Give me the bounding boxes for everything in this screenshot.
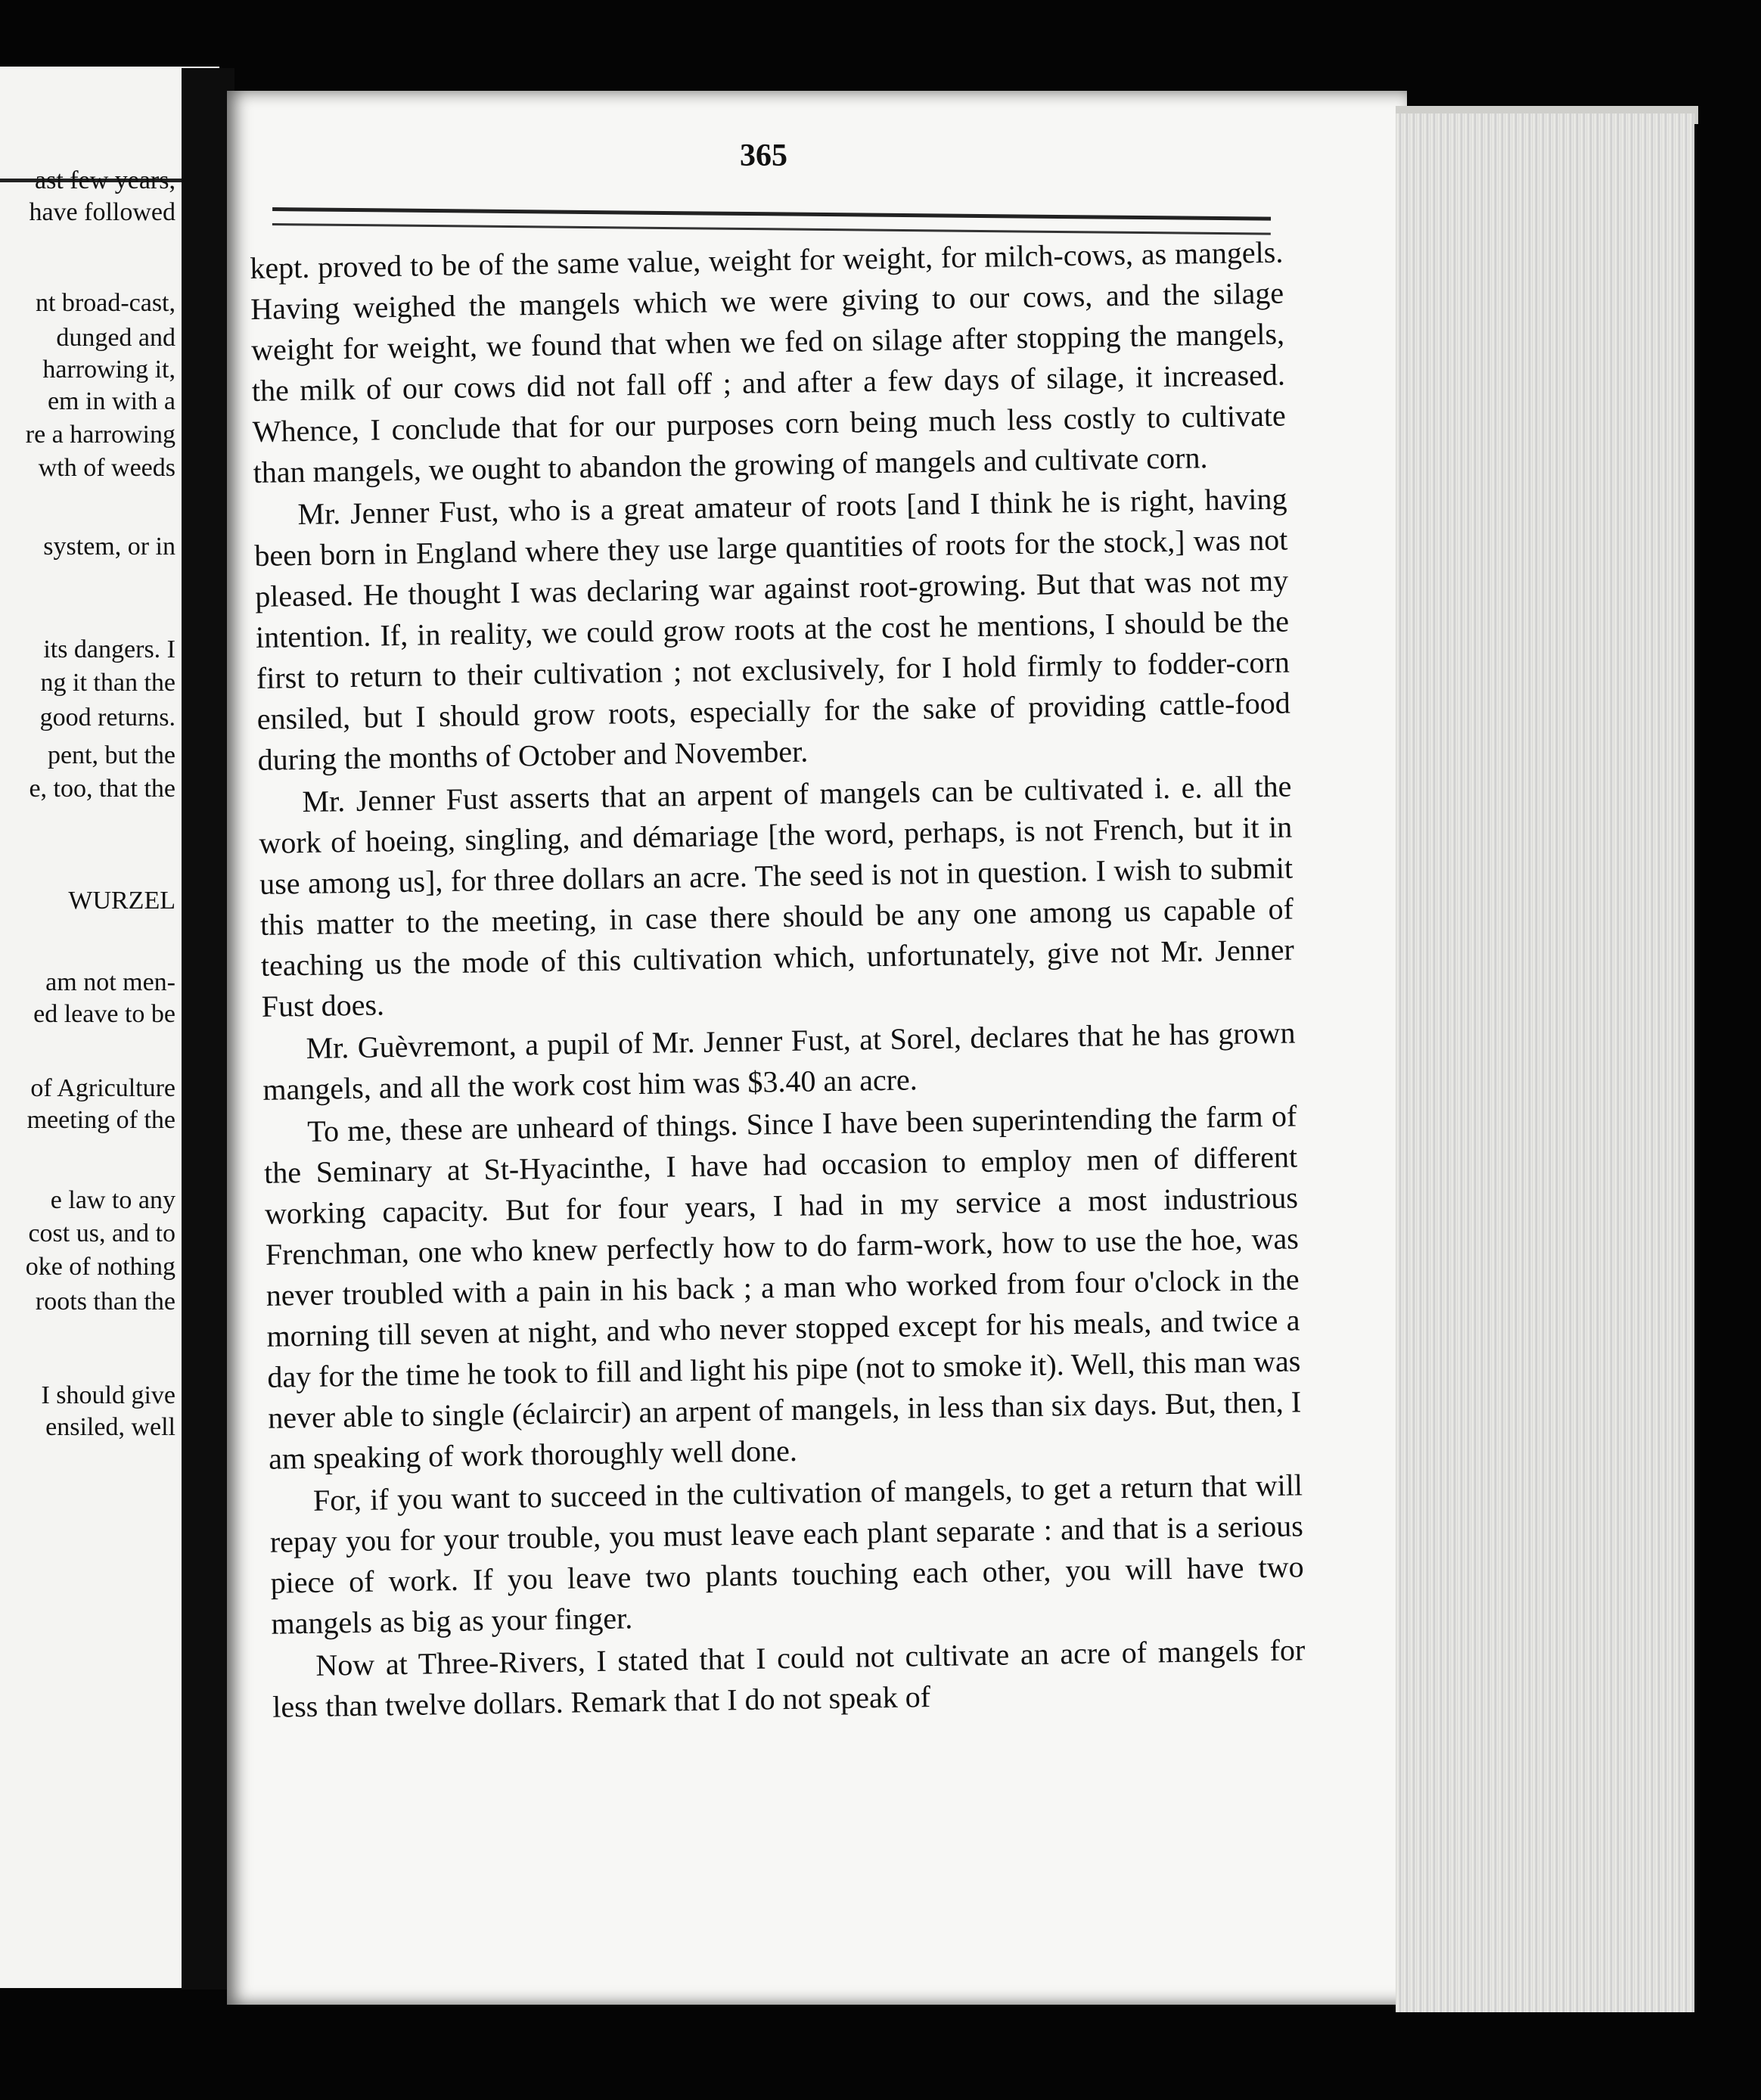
left-page-line: have followed: [29, 198, 175, 226]
left-page-line: ed leave to be: [33, 1000, 175, 1028]
left-page-line: wth of weeds: [38, 454, 175, 482]
left-page-line: ensiled, well: [45, 1413, 175, 1441]
left-page-line: nt broad-cast,: [35, 289, 175, 317]
paragraph: For, if you want to succeed in the cultivation of mangels, to get a return that will repay you for your trouble, you must leave each plant separate : and that is a serious piece of work. If you leave two plants touching each other, you will have two mangels as big as your finger.: [269, 1468, 1304, 1641]
left-page-line: its dangers. I: [43, 635, 175, 663]
left-page-line: e law to any: [50, 1186, 175, 1214]
page-number: 365: [740, 138, 787, 173]
left-page-line: roots than the: [35, 1288, 175, 1316]
left-page-line: WURZEL: [68, 887, 175, 915]
left-page-line: e, too, that the: [29, 775, 175, 803]
paragraph: Mr. Jenner Fust, who is a great amateur of roots [and I think he is right, having been born in England where they use large quantities of roots for the stock,] was not pleased. He thought I was declaring war against root-growing. But that was not my intention. If, in reality, we could grow roots at the cost he mentions, I should be the first to return to their cultivation ; not exclusively, for I hold firmly to fodder-corn ensiled, but I should grow roots, especially for the sake of providing cattle-food during the months of October and November.: [254, 481, 1290, 777]
left-page-line: ng it than the: [40, 669, 175, 697]
left-page-line: ast few years,: [35, 166, 175, 194]
left-page-line: oke of nothing: [25, 1253, 175, 1281]
left-page-line: re a harrowing: [25, 421, 175, 449]
left-page-line: pent, but the: [47, 741, 175, 769]
paragraph: kept. proved to be of the same value, weight for weight, for milch-cows, as mangels. Having weighed the mangels which we were giving to our cows, and the silage weight for weight, we found that when we fed on silage after stopping the mangels, the milk of our cows did not fall off ; and after a few days of silage, it increased. Whence, I conclude that for our purposes corn being much less costly to cultivate than mangels, we ought to abandon the growing of mangels and cultivate corn.: [250, 235, 1286, 489]
paragraph: To me, these are unheard of things. Since I have been superintending the farm of the Seminary at St-Hyacinthe, I have had occasion to employ men of different working capacity. But for four years, I had in my service a most industrious Frenchman, one who knew perfectly how to do farm-work, how to use the hoe, was never troubled with a pain in his back ; a man who worked from four o'clock in the morning till seven at night, and who never stopped except for his meals, and twice a day for the time he took to fill and light his pipe (not to smoke it). Well, this man was never able to single (éclaircir) an arpent of mangels, in less than six days. But, then, I am speaking of work thoroughly well done.: [263, 1098, 1302, 1476]
paragraph: Mr. Jenner Fust asserts that an arpent of mangels can be cultivated i. e. all the work of hoeing, singling, and démariage [the word, perhaps, is not French, but it in use among us], for three dollars an acre. The seed is not in question. I wish to submit this matter to the meeting, in case there should be any one among us capable of teaching us the mode of this cultivation which, unfortunately, give not Mr. Jenner Fust does.: [259, 769, 1295, 1024]
page-body: [250, 232, 1306, 1729]
left-page-line: harrowing it,: [42, 356, 175, 384]
left-page-line: system, or in: [43, 533, 175, 561]
left-page-line: cost us, and to: [28, 1219, 175, 1247]
left-page-line: am not men-: [45, 968, 175, 996]
paragraph: Now at Three-Rivers, I stated that I could not cultivate an acre of mangels for less than twelve dollars. Remark that I do not speak of: [272, 1632, 1306, 1724]
left-page-line: dunged and: [56, 324, 175, 352]
left-page-line: I should give: [41, 1381, 175, 1409]
page-edges: [1396, 113, 1694, 2012]
left-page-line: good returns.: [39, 704, 175, 732]
left-page-line: of Agriculture: [30, 1074, 175, 1102]
paragraph: Mr. Guèvremont, a pupil of Mr. Jenner Fust, at Sorel, declares that he has grown mangels, and all the work cost him was $3.40 an acre.: [262, 1015, 1296, 1107]
left-page-line: em in with a: [47, 387, 175, 415]
left-page-line: meeting of the: [26, 1106, 175, 1134]
